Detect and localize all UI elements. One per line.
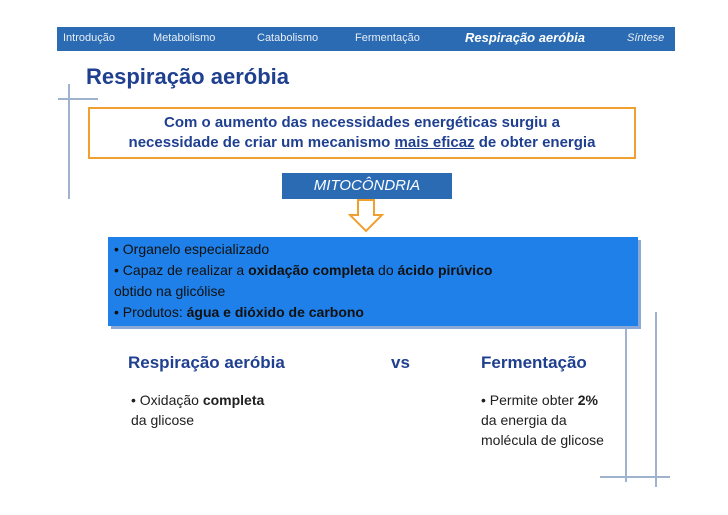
intro-line-2: [90, 133, 634, 153]
intro-emphasis: mais eficaz: [394, 134, 475, 151]
info-bullet-3: [114, 302, 632, 323]
intro-box: [88, 107, 636, 159]
mitochondria-label: MITOCÔNDRIA: [282, 173, 452, 199]
intro-line-1: Com o aumento das necessidades energéticas surgiu a: [164, 114, 560, 131]
nav-item-introducao[interactable]: Introdução: [63, 32, 115, 44]
nav-item-catabolismo[interactable]: Catabolismo: [257, 32, 319, 44]
nav-item-sintese[interactable]: Síntese: [627, 32, 665, 44]
decor-line: [655, 312, 657, 487]
info-text: • Produtos:: [114, 304, 187, 320]
note-bold: completa: [202, 392, 265, 408]
decor-line: [58, 98, 98, 100]
info-bold: ácido pirúvico: [397, 262, 493, 278]
info-bullet-2-cont: obtido na glicólise: [114, 283, 226, 299]
info-text: do: [374, 262, 398, 278]
info-bullet-1: • Organelo especializado: [114, 241, 270, 257]
nav-item-metabolismo[interactable]: Metabolismo: [153, 32, 216, 44]
info-bold: água e dióxido de carbono: [186, 304, 364, 320]
decor-line: [600, 476, 670, 478]
left-note-line-2: da glicose: [131, 412, 195, 428]
compare-left-title: Respiração aeróbia: [128, 353, 285, 372]
top-nav: [57, 27, 675, 51]
right-note-line-1: [481, 390, 651, 410]
intro-text: de obter energia: [474, 134, 596, 151]
note-text: • Oxidação: [131, 392, 203, 408]
left-note-line-1: [131, 390, 351, 410]
compare-left-note: [131, 390, 351, 430]
info-box: [108, 237, 638, 326]
nav-item-fermentacao[interactable]: Fermentação: [355, 32, 420, 44]
note-text: • Permite obter: [481, 392, 578, 408]
right-note-line-2: da energia da: [481, 412, 567, 428]
decor-line: [68, 84, 70, 199]
right-note-line-3: molécula de glicose: [481, 432, 604, 448]
nav-item-respiracao-aerobia[interactable]: Respiração aeróbia: [465, 30, 585, 45]
down-arrow-icon: [348, 199, 384, 233]
note-bold: 2%: [577, 392, 598, 408]
intro-text: necessidade de criar um mecanismo: [128, 134, 395, 151]
compare-vs: vs: [391, 353, 410, 372]
page-title: Respiração aeróbia: [86, 64, 289, 89]
info-bold: oxidação completa: [248, 262, 375, 278]
compare-right-note: [481, 390, 651, 450]
compare-right-title: Fermentação: [481, 353, 587, 372]
info-text: • Capaz de realizar a: [114, 262, 249, 278]
info-bullet-2: [114, 260, 632, 281]
